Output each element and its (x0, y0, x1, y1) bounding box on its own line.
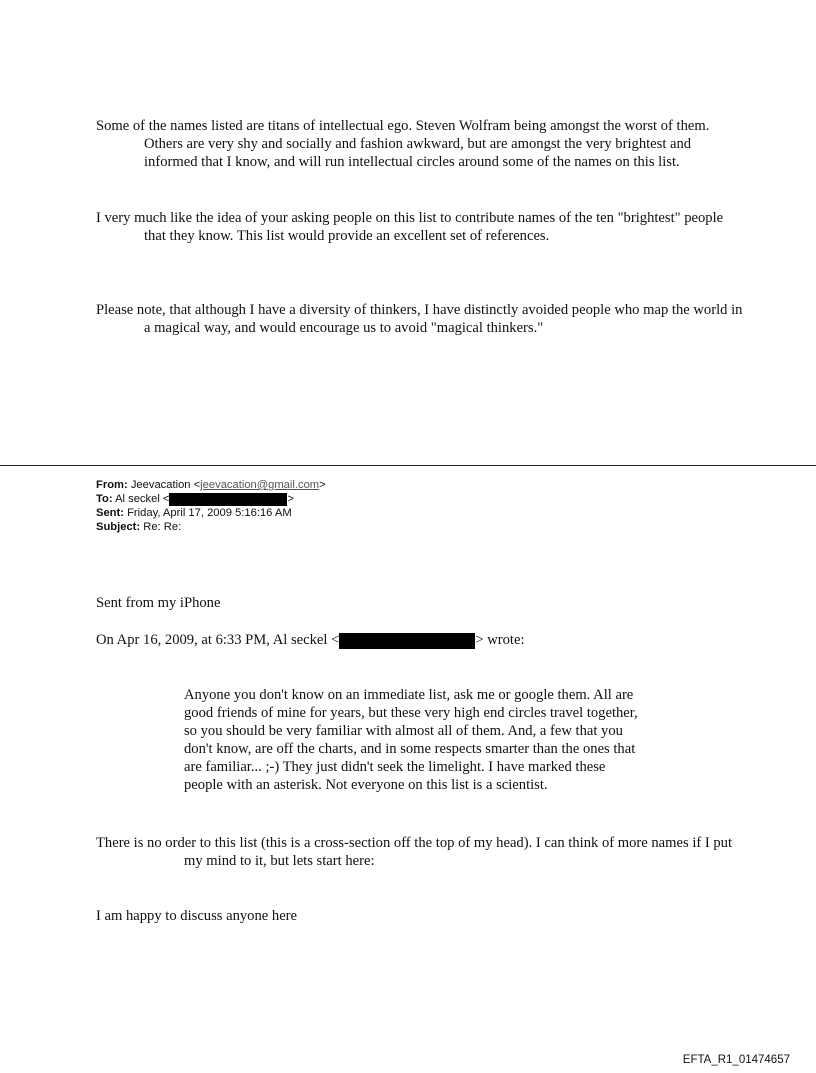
from-email-link[interactable]: jeevacation@gmail.com (200, 479, 320, 491)
order-note: There is no order to this list (this is a cross-section off the top of my head). I can think of more names if I put my mind to it, but lets start here: (96, 835, 733, 869)
paragraph-brightest: I very much like the idea of your asking people on this list to contribute names of the ten "brightest" people that they know. This list would provide an excellent set of references. (96, 210, 724, 244)
subject-value: Re: Re: (143, 521, 182, 533)
paragraph-magical-thinkers: Please note, that although I have a diversity of thinkers, I have distinctly avoided people who map the world in a magical way, and would encourage us to avoid "magical thinkers." (96, 302, 743, 336)
subject-line (96, 520, 326, 534)
redaction-block (169, 493, 287, 506)
to-line (96, 492, 326, 506)
to-close: > (287, 493, 295, 505)
wrote-suffix: > wrote: (475, 632, 525, 648)
from-label: From: (96, 479, 128, 491)
document-id: EFTA_R1_01474657 (682, 1054, 790, 1066)
subject-label: Subject: (96, 521, 141, 533)
sent-label: Sent: (96, 507, 124, 519)
sent-line (96, 506, 326, 520)
sent-value: Friday, April 17, 2009 5:16:16 AM (127, 507, 292, 519)
paragraph-titans: Some of the names listed are titans of intellectual ego. Steven Wolfram being amongst the worst of them. Others are very shy and socially and fashion awkward, but are amongst the very brightest and informed that I know, and will run intellectual circles around some of the names on this list. (96, 118, 710, 170)
redaction-block (339, 633, 475, 649)
email-header (96, 478, 326, 534)
to-label: To: (96, 493, 113, 505)
quoted-message: Anyone you don't know on an immediate list, ask me or google them. All are good friends of mine for years, but these very high end circles travel together, so you should be very familiar with almost all of them. And, a few that you don't know, are off the charts, and in some respects smarter than the ones that are familiar... ;-) They just didn't seek the limelight. I have marked these people with an asterisk. Not everyone on this list is a scientist. (184, 687, 638, 793)
from-name: Jeevacation < (130, 479, 201, 491)
message-divider (0, 465, 816, 466)
from-close: > (319, 479, 326, 491)
from-line (96, 478, 326, 492)
to-name: Al seckel < (115, 493, 170, 505)
closing-line: I am happy to discuss anyone here (96, 908, 298, 924)
signature-line: Sent from my iPhone (96, 595, 221, 611)
wrote-line (96, 631, 696, 649)
wrote-prefix: On Apr 16, 2009, at 6:33 PM, Al seckel < (96, 632, 340, 648)
